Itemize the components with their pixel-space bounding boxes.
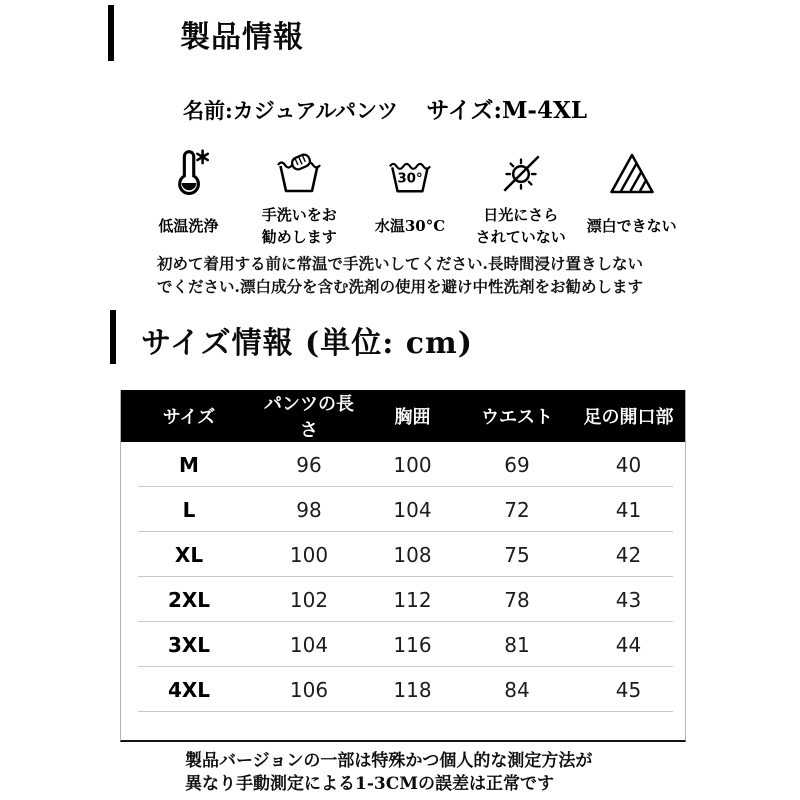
cell-size: 4XL — [167, 677, 211, 702]
col-header-leg-opening: 足の開口部 — [583, 407, 674, 428]
table-row — [121, 667, 685, 712]
cell-waist: 75 — [504, 542, 530, 567]
table-row — [121, 532, 685, 577]
hand-wash-icon — [274, 144, 324, 198]
cell-pants-length: 104 — [289, 632, 329, 657]
col-header-pants-length: パンツの長さ — [264, 394, 354, 441]
water-temp-30-icon — [385, 144, 435, 198]
care-item-hand-wash — [244, 144, 355, 249]
cell-size: M — [179, 452, 199, 477]
cell-chest: 100 — [393, 452, 432, 477]
col-header-size: サイズ — [162, 407, 216, 428]
table-row — [121, 442, 685, 487]
cell-leg-opening: 41 — [615, 497, 642, 522]
cell-waist: 81 — [504, 632, 530, 657]
care-item-low-temp — [133, 144, 244, 249]
cell-leg-opening: 42 — [615, 542, 642, 567]
care-label: 漂白できない — [586, 217, 677, 235]
svg-text:30°: 30° — [397, 171, 423, 187]
size-section-title: サイズ情報 (単位: cm) — [141, 326, 473, 361]
wash-note — [120, 252, 680, 298]
size-range: サイズ:M-4XL — [426, 97, 587, 124]
table-row — [121, 487, 685, 532]
care-item-water-temp — [355, 144, 466, 249]
size-table — [120, 390, 686, 742]
cell-chest: 112 — [393, 587, 432, 612]
page-title: 製品情報 — [180, 20, 304, 55]
care-label: 低温洗浄 — [158, 217, 219, 235]
wash-note-line1: 初めて着用する前に常温で手洗いしてください.長時間浸け置きしない — [157, 254, 643, 273]
cell-leg-opening: 44 — [615, 632, 642, 657]
section-accent-bar — [110, 310, 116, 364]
cell-pants-length: 106 — [289, 677, 329, 702]
care-instructions-row — [133, 144, 687, 249]
cell-size: L — [182, 497, 196, 522]
cell-waist: 69 — [504, 452, 530, 477]
col-header-chest: 胸囲 — [394, 407, 431, 428]
disclaimer-line2: 異なり手動測定による1-3CMの誤差は正常です — [185, 774, 555, 794]
cell-pants-length: 102 — [289, 587, 329, 612]
cell-size: XL — [174, 542, 204, 567]
cell-pants-length: 98 — [296, 497, 322, 522]
product-name-row — [183, 92, 587, 125]
cell-waist: 78 — [504, 587, 530, 612]
care-label: 水温30°C — [374, 217, 446, 235]
care-item-no-sunlight — [465, 144, 576, 249]
cell-chest: 108 — [393, 542, 432, 567]
cell-leg-opening: 45 — [615, 677, 642, 702]
care-item-no-bleach — [576, 144, 687, 249]
cell-leg-opening: 40 — [615, 452, 642, 477]
cell-chest: 104 — [393, 497, 432, 522]
size-table-header — [121, 390, 685, 442]
care-label: 手洗いをお 勧めします — [261, 206, 337, 246]
cell-waist: 72 — [504, 497, 530, 522]
table-row — [121, 622, 685, 667]
product-name: 名前:カジュアルパンツ — [183, 98, 399, 123]
cell-chest: 116 — [393, 632, 432, 657]
low-temp-wash-icon — [163, 144, 213, 198]
wash-note-line2: でください.漂白成分を含む洗剤の使用を避け中性洗剤をお勧めします — [157, 277, 643, 296]
cell-leg-opening: 43 — [615, 587, 642, 612]
disclaimer-line1: 製品バージョンの一部は特殊かつ個人的な測定方法が — [185, 751, 593, 771]
cell-pants-length: 100 — [289, 542, 329, 567]
col-header-waist: ウエスト — [481, 407, 553, 428]
section-accent-bar — [108, 5, 114, 61]
no-sunlight-icon — [496, 144, 546, 198]
care-label: 日光にさら されていない — [475, 206, 566, 246]
cell-size: 3XL — [167, 632, 211, 657]
cell-pants-length: 96 — [296, 452, 322, 477]
cell-chest: 118 — [393, 677, 432, 702]
table-row — [121, 577, 685, 622]
cell-waist: 84 — [504, 677, 530, 702]
cell-size: 2XL — [167, 587, 211, 612]
measurement-disclaimer — [185, 750, 592, 796]
no-bleach-icon — [607, 144, 657, 198]
